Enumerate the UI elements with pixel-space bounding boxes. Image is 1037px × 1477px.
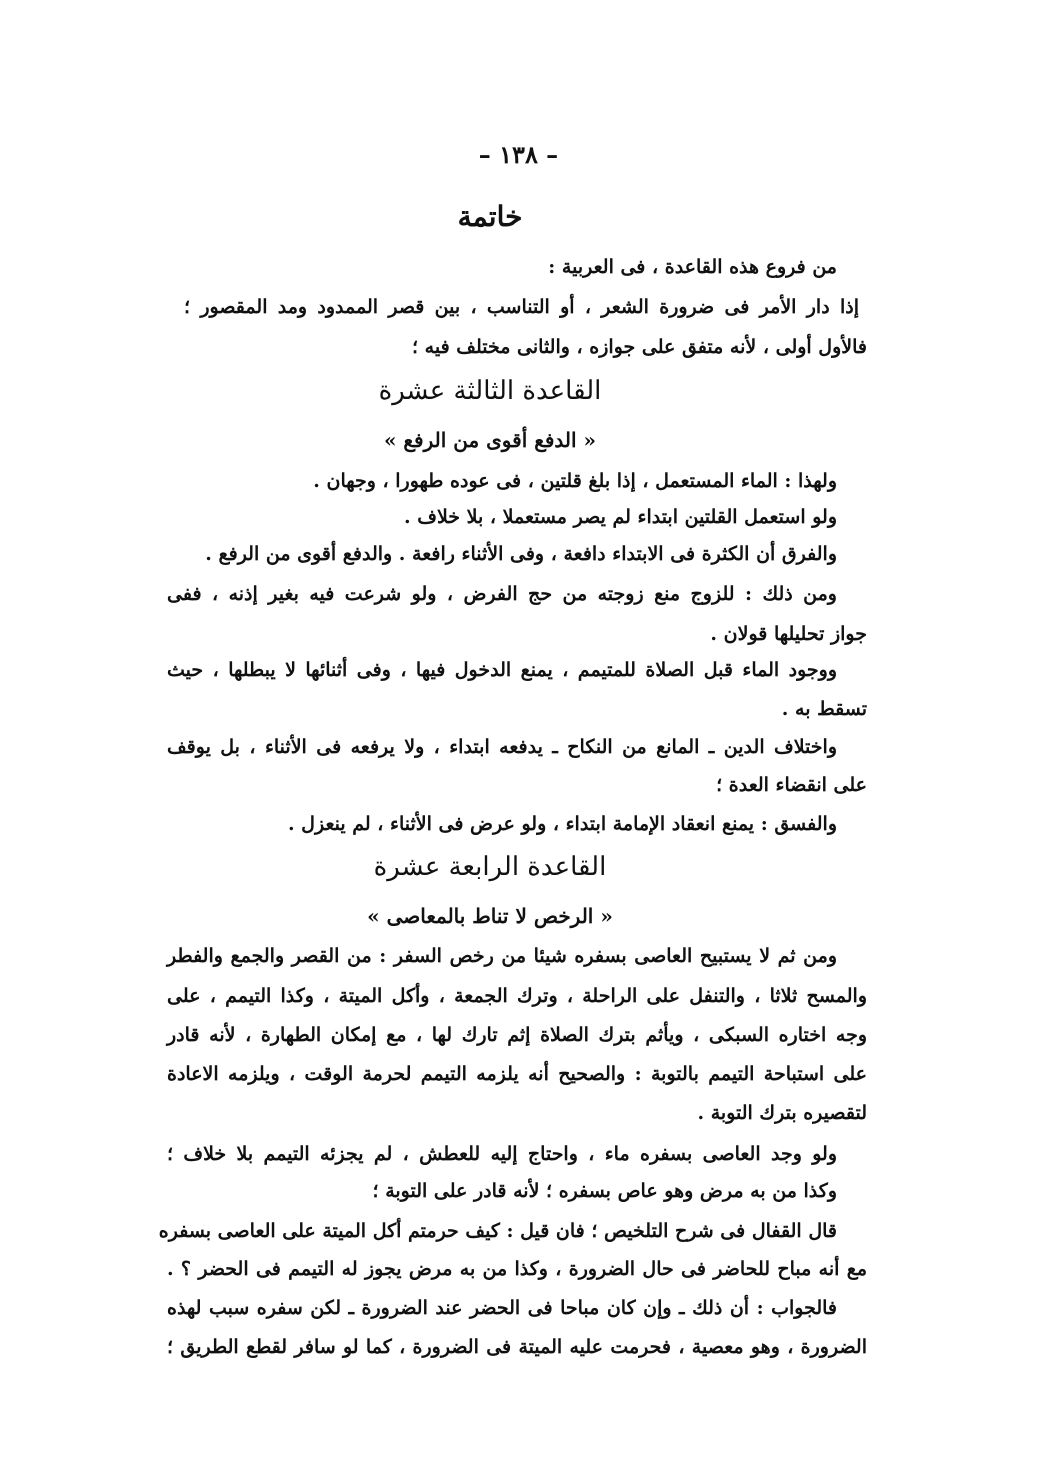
rule-subtitle: « الرخص لا تناط بالمعاصى » <box>367 904 613 928</box>
rule-heading: القاعدة الرابعة عشرة <box>373 852 607 882</box>
text-line: ولو استعمل القلتين ابتداء لم يصر مستعملا ، بلا خلاف . <box>404 506 837 528</box>
page-number: – ١٣٨ – <box>478 140 559 169</box>
rule-subtitle: « الدفع أقوى من الرفع » <box>383 428 597 452</box>
text-line: من فروع هذه القاعدة ، فى العربية : <box>548 256 837 278</box>
text-line: جواز تحليلها قولان . <box>710 623 867 645</box>
text-line: على استباحة التيمم بالتوبة : والصحيح أنه يلزمه التيمم لحرمة الوقت ، ويلزمه الاعادة <box>167 1063 867 1085</box>
text-line: وكذا من به مرض وهو عاص بسفره ؛ لأنه قادر على التوبة ؛ <box>372 1180 837 1202</box>
text-line: لتقصيره بترك التوبة . <box>697 1102 867 1124</box>
text-line: مع أنه مباح للحاضر فى حال الضرورة ، وكذا من به مرض يجوز له التيمم فى الحضر ؟ . <box>167 1258 867 1280</box>
text-line: الضرورة ، وهو معصية ، فحرمت عليه الميتة فى الضرورة ، كما لو سافر لقطع الطريق ؛ <box>167 1336 867 1358</box>
text-line: وجه اختاره السبكى ، ويأثم بترك الصلاة إثم تارك لها ، مع إمكان الطهارة ، لأنه قادر <box>167 1024 867 1046</box>
text-line: والفرق أن الكثرة فى الابتداء دافعة ، وفى الأثناء رافعة . والدفع أقوى من الرفع . <box>205 543 837 565</box>
text-line: واختلاف الدين ـ المانع من النكاح ـ يدفعه ابتداء ، ولا يرفعه فى الأثناء ، بل يوقف <box>167 736 837 758</box>
text-line: ومن ثم لا يستبيح العاصى بسفره شيئا من رخص السفر : من القصر والجمع والفطر <box>167 945 837 967</box>
text-line: ولو وجد العاصى بسفره ماء ، واحتاج إليه للعطش ، لم يجزئه التيمم بلا خلاف ؛ <box>167 1143 837 1165</box>
text-line: قال القفال فى شرح التلخيص ؛ فان قيل : كيف حرمتم أكل الميتة على العاصى بسفره <box>158 1220 837 1242</box>
rule-heading: القاعدة الثالثة عشرة <box>378 376 602 406</box>
text-line: على انقضاء العدة ؛ <box>716 774 867 796</box>
text-line: ولهذا : الماء المستعمل ، إذا بلغ قلتين ، فى عوده طهورا ، وجهان . <box>313 470 837 492</box>
section-heading-conclusion: خاتمة <box>457 200 523 233</box>
text-line: ومن ذلك : للزوج منع زوجته من حج الفرض ، ولو شرعت فيه بغير إذنه ، ففى <box>167 583 837 605</box>
text-line: ووجود الماء قبل الصلاة للمتيمم ، يمنع الدخول فيها ، وفى أثنائها لا يبطلها ، حيث <box>167 659 837 681</box>
text-line: إذا دار الأمر فى ضرورة الشعر ، أو التناسب ، بين قصر الممدود ومد المقصور ؛ <box>184 296 859 318</box>
text-line: فالجواب : أن ذلك ـ وإن كان مباحا فى الحضر عند الضرورة ـ لكن سفره سبب لهذه <box>167 1297 837 1319</box>
text-line: تسقط به . <box>781 698 867 720</box>
text-line: والمسح ثلاثا ، والتنفل على الراحلة ، وترك الجمعة ، وأكل الميتة ، وكذا التيمم ، على <box>167 985 867 1007</box>
text-line: والفسق : يمنع انعقاد الإمامة ابتداء ، ولو عرض فى الأثناء ، لم ينعزل . <box>287 813 837 835</box>
text-line: فالأول أولى ، لأنه متفق على جوازه ، والثانى مختلف فيه ؛ <box>412 336 867 358</box>
